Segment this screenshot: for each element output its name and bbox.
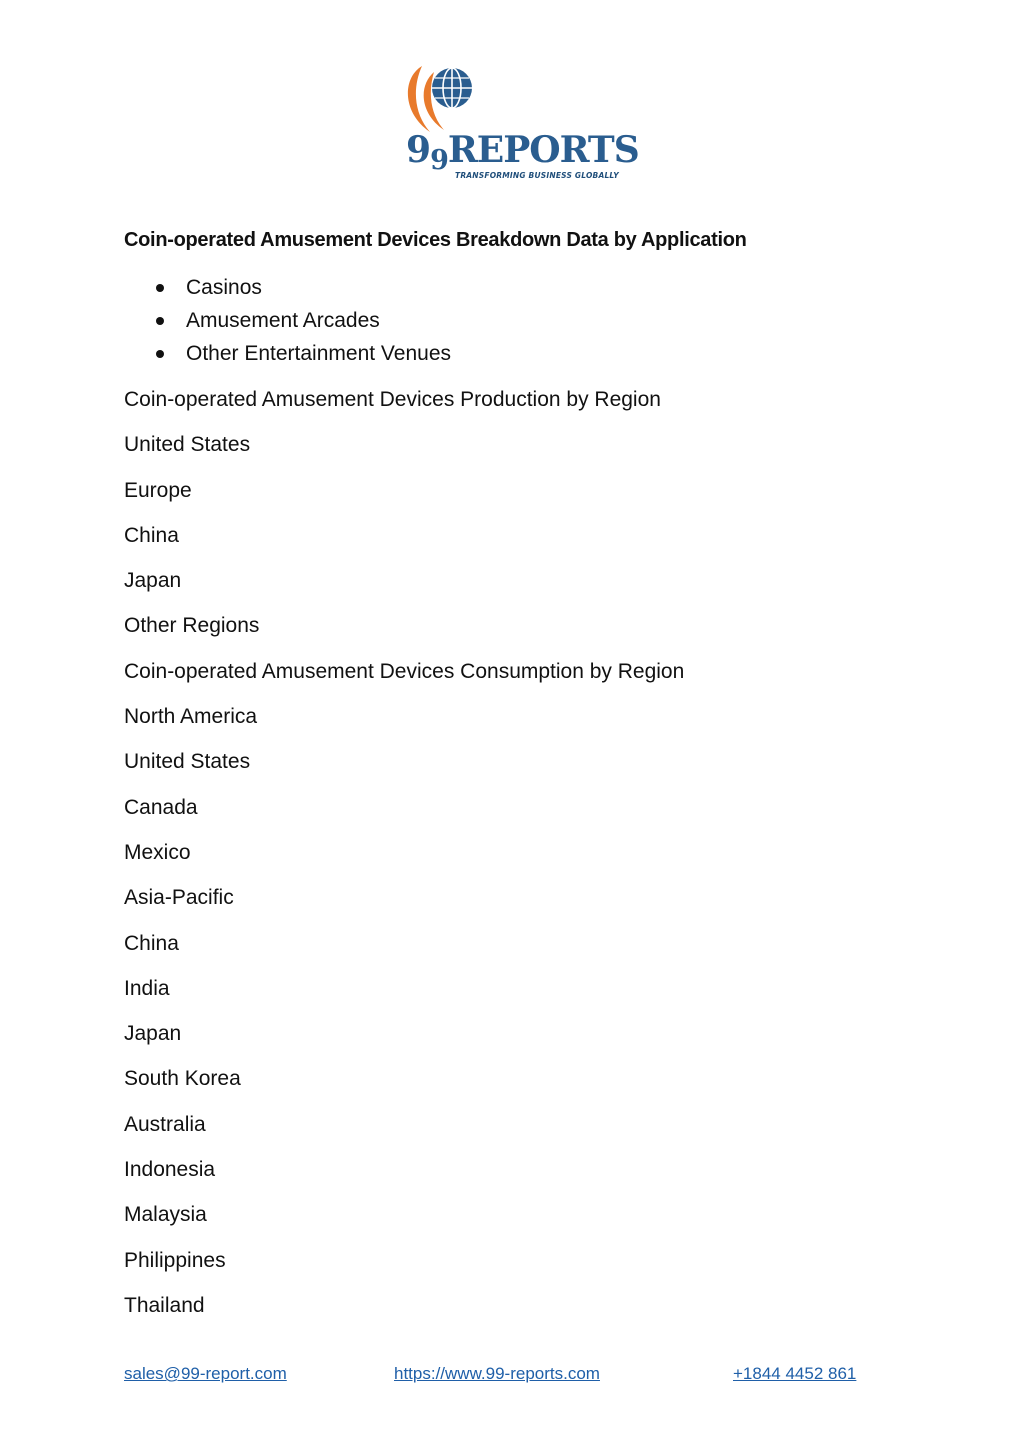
list-item: Thailand [124,1293,205,1317]
list-item: Canada [124,795,198,819]
list-item: Casinos [124,274,451,307]
list-item: United States [124,433,251,457]
bullet-icon [156,317,164,325]
list-item: South Korea [124,1067,241,1091]
list-item: China [124,931,179,955]
region-list [124,385,684,1336]
list-item: Japan [124,569,182,593]
application-list [124,274,451,373]
consumption-region-heading: Coin-operated Amusement Devices Consumption by Region [124,659,685,683]
list-item: Europe [124,478,192,502]
phone-link[interactable]: +1844 4452 861 [733,1364,857,1383]
bullet-icon [156,350,164,358]
list-item: Japan [124,1022,182,1046]
list-item: Australia [124,1112,206,1136]
logo-wordmark: 99REPORTS [406,129,639,176]
section-heading: Coin-operated Amusement Devices Breakdown Data by Application [124,229,747,251]
list-item: Indonesia [124,1158,216,1182]
company-logo [400,58,639,186]
list-item: Philippines [124,1248,226,1272]
list-item: Amusement Arcades [124,307,451,340]
email-link[interactable]: sales@99-report.com [124,1364,287,1383]
website-link[interactable]: https://www.99-reports.com [394,1364,600,1383]
list-item: North America [124,705,258,729]
bullet-icon [156,284,164,292]
list-item: Mexico [124,840,191,864]
list-item: Other Regions [124,614,260,638]
list-item: Asia-Pacific [124,886,234,910]
list-item: Malaysia [124,1203,207,1227]
list-item: United States [124,750,251,774]
logo-tagline: TRANSFORMING BUSINESS GLOBALLY [455,171,619,180]
globe-icon [400,58,520,138]
list-item: Other Entertainment Venues [124,340,451,373]
production-region-heading: Coin-operated Amusement Devices Production by Region [124,388,661,411]
list-item: India [124,976,170,1000]
list-item: China [124,523,179,547]
